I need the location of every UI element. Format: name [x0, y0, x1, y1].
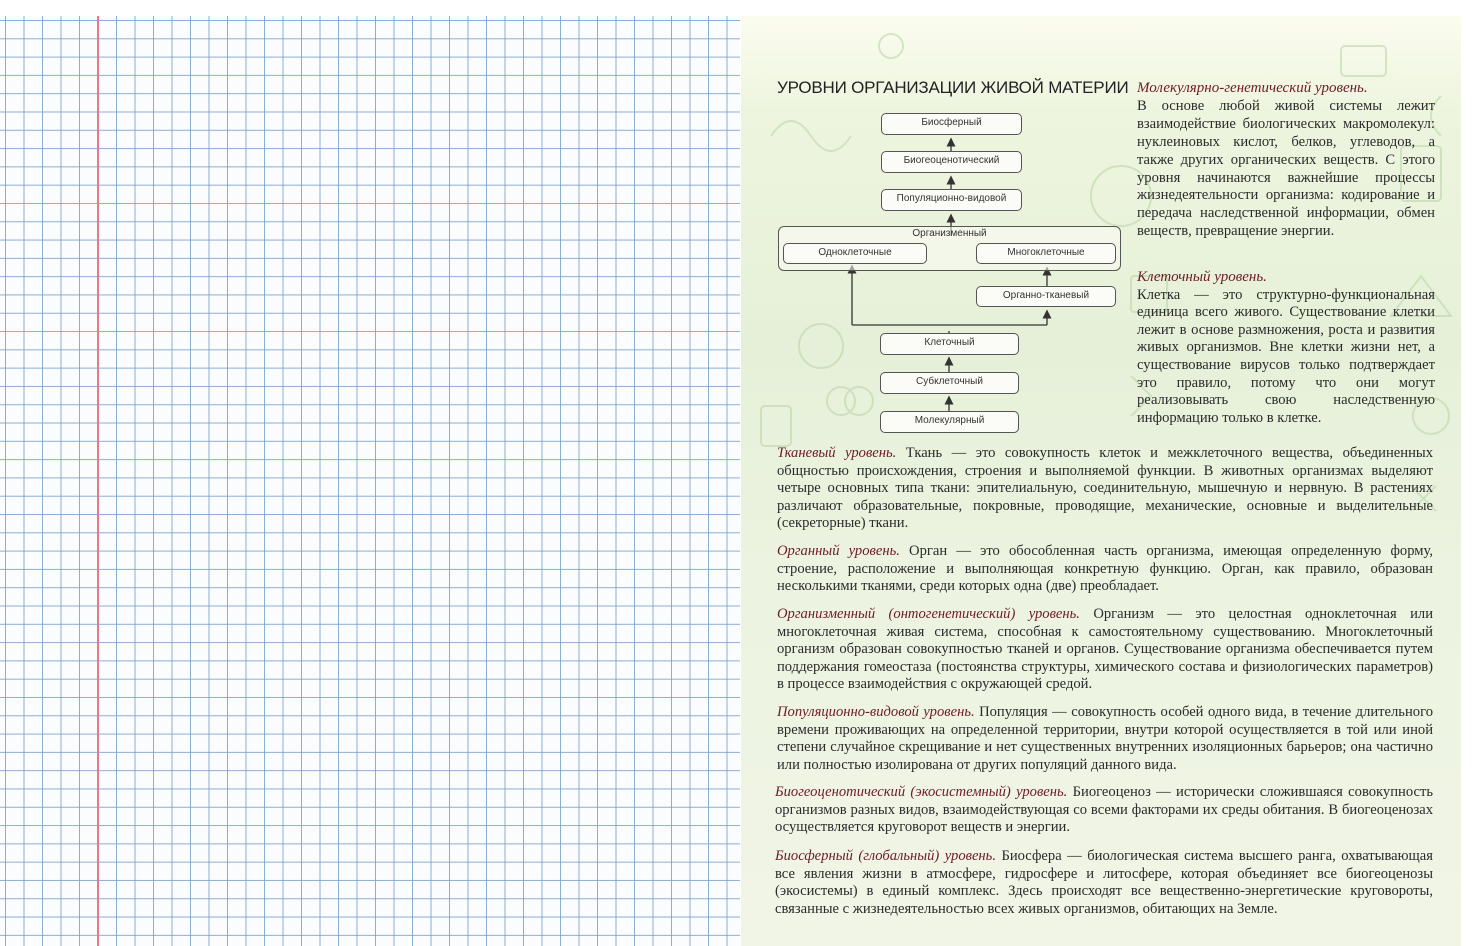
- section-population-heading: Популяционно-видовой уровень.: [777, 704, 975, 720]
- section-population-text: Популяция — совокупность особей одного вида, в течение длительного времени проживающих на определенной территории, внутри которой осуществляется в той или иной степени случайное скрещивание и нет существенных внутренних изоляционных барьеров; она частично или полностью изолирована от других популяций данного вида.: [777, 704, 1433, 773]
- section-cellular-text: Клетка — это структурно-функциональная единица всего живого. Существование клетки лежит в основе размножения, роста и развития живых организмов. Вне клетки жизни нет, а существование вирусов только подтверждает это правило, потому что они могут реализовывать свою наследственную информацию только в клетке.: [1137, 286, 1435, 426]
- level-molecular: Молекулярный: [880, 411, 1019, 433]
- section-organism: [777, 606, 1433, 694]
- level-organ-tissue: Органно-тканевый: [976, 286, 1116, 307]
- level-biogeocenotic: Биогеоценотический: [881, 151, 1022, 173]
- section-biogeocenotic-heading: Биогеоценотический (экосистемный) уровень.: [775, 784, 1068, 800]
- section-biosphere-heading: Биосферный (глобальный) уровень.: [775, 848, 996, 864]
- section-cellular-heading: Клеточный уровень.: [1137, 269, 1267, 285]
- cover-text-page: [741, 16, 1461, 946]
- section-organ-text: Орган — это обособленная часть организма, имеющая определенную форму, строение, расположение и выполняющая конкретную функцию. Орган, как правило, образован несколькими тканями, среди которых одна (две) преобладает.: [777, 543, 1433, 595]
- section-molecular: [1137, 80, 1435, 241]
- section-organ-heading: Органный уровень.: [777, 543, 900, 559]
- grid-notebook-page: [0, 16, 740, 946]
- level-biosphere: Биосферный: [881, 113, 1022, 135]
- section-tissue-text: Ткань — это совокупность клеток и межклеточного вещества, объединенных общностью происхождения, строения и выполняемой функции. В животных организмах выделяют четыре основных типа ткани: эпителиальную, соединительную, мышечную и нервную. В растениях различают образовательные, покровные, проводящие, механические, основные и выделительные (секреторные) ткани.: [777, 445, 1434, 532]
- level-subcellular: Субклеточный: [880, 372, 1019, 394]
- level-unicellular: Одноклеточные: [783, 243, 927, 264]
- section-cellular: [1137, 269, 1435, 427]
- level-cellular: Клеточный: [880, 333, 1019, 355]
- section-biogeocenotic: [775, 784, 1433, 837]
- level-multicellular: Многоклеточные: [976, 243, 1116, 264]
- level-organism-label: Организменный: [912, 228, 987, 239]
- section-molecular-heading: Молекулярно-генетический уровень.: [1137, 80, 1368, 96]
- section-population: [777, 704, 1433, 774]
- page-title: УРОВНИ ОРГАНИЗАЦИИ ЖИВОЙ МАТЕРИИ: [777, 78, 1129, 97]
- section-tissue-heading: Тканевый уровень.: [777, 445, 897, 461]
- section-tissue: [777, 445, 1433, 533]
- section-molecular-text: В основе любой живой системы лежит взаимодействие биологических макромолекул: нуклеиновых кислот, белков, углеводов, а также других органических веществ. С этого уровня начинаются важнейшие процессы жизнедеятельности организма: кодирование и передача наследственной информации, обмен веществ, превращение энергии.: [1137, 97, 1435, 240]
- margin-line: [97, 16, 99, 946]
- section-organ: [777, 543, 1433, 596]
- section-biosphere: [775, 848, 1433, 918]
- section-biogeocenotic-text: Биогеоценоз — исторически сложившаяся совокупность организмов разных видов, взаимодействующая со всеми факторами их среды обитания. В биогеоценозах осуществляется круговорот веществ и энергии.: [775, 784, 1434, 836]
- section-organism-text: Организм — это целостная одноклеточная или многоклеточная живая система, способная к самостоятельному существованию. Многоклеточный организм образован совокупностью тканей и органов. Существование организма обеспечивается путем поддержания гомеостаза (постоянства структуры, химического состава и физиологических параметров) в процессе взаимодействия с окружающей средой.: [777, 606, 1433, 693]
- section-organism-heading: Организменный (онтогенетический) уровень.: [777, 606, 1080, 622]
- section-biosphere-text: Биосфера — биологическая система высшего ранга, охватывающая все явления жизни в атмосфере, гидросфере и литосфере, которая объединяет все биогеоценозы (экосистемы) в единый комплекс. Здесь происходят все вещественно-энергетические круговороты, связанные с жизнедеятельностью всех живых организмов, обитающих на Земле.: [775, 848, 1433, 917]
- level-population: Популяционно-видовой: [881, 189, 1022, 211]
